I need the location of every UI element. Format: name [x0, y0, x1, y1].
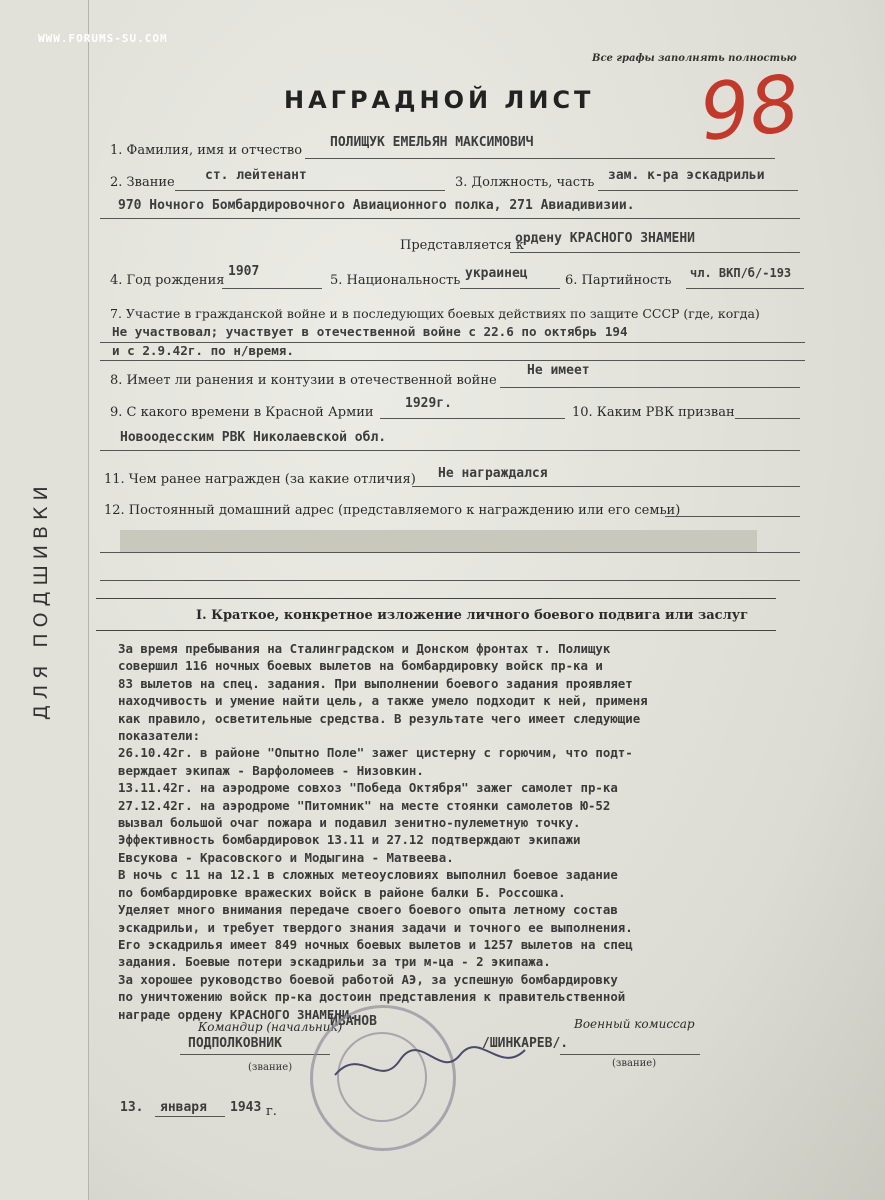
narrative-line: задания. Боевые потери эскадрильи за три м-ца - 2 экипажа. — [118, 954, 551, 970]
field-8-value: Не имеет — [527, 363, 590, 378]
commander-rank: ПОДПОЛКОВНИК — [188, 1036, 282, 1051]
date-month-line — [155, 1116, 225, 1117]
field-3-line-2 — [100, 218, 800, 219]
field-3-value-2: 970 Ночного Бомбардировочного Авиационного полка, 271 Авиадивизии. — [118, 198, 635, 213]
field-12-line-3 — [100, 580, 800, 581]
field-12-line-2 — [100, 552, 800, 553]
page-title: НАГРАДНОЙ ЛИСТ — [284, 86, 595, 114]
field-1-value: ПОЛИЩУК ЕМЕЛЬЯН МАКСИМОВИЧ — [330, 135, 534, 150]
date-year: 1943 — [230, 1100, 262, 1115]
narrative-line: Его эскадрилья имеет 849 ночных боевых вылетов и 1257 вылетов на спец — [118, 936, 633, 952]
redacted-address — [120, 530, 757, 552]
field-9-value: 1929г. — [405, 396, 452, 411]
narrative-line: За хорошее руководство боевой работой АЭ, за успешную бомбардировку — [118, 971, 618, 987]
present-line — [510, 252, 800, 253]
field-8-line — [500, 387, 800, 388]
present-label: Представляется к — [400, 238, 524, 253]
field-7-label: 7. Участие в гражданской войне и в последующих боевых действиях по защите СССР (где, когда) — [110, 306, 760, 321]
field-1-label: 1. Фамилия, имя и отчество — [110, 143, 303, 158]
field-4-label: 4. Год рождения — [110, 273, 225, 288]
rank-line-right — [560, 1054, 700, 1055]
field-3-label: 3. Должность, часть — [455, 175, 595, 190]
field-11-line — [412, 486, 800, 487]
binding-label: ДЛЯ ПОДШИВКИ — [30, 480, 52, 720]
field-3-line — [598, 190, 798, 191]
narrative-line: как правило, осветительные средства. В результате чего имеет следующие — [118, 710, 641, 726]
narrative-line: по бомбардировке вражеских войск в районе балки Б. Россошка. — [118, 884, 566, 900]
section-rule-bottom — [96, 630, 776, 631]
narrative-line: эскадрильи, и требует твердого знания задачи и точного ее выполнения. — [118, 919, 633, 935]
narrative-line: Евсукова - Красовского и Модыгина - Матвеева. — [118, 849, 454, 865]
narrative-line: 83 вылетов на спец. задания. При выполнении боевого задания проявляет — [118, 675, 633, 691]
rank-label-left: (звание) — [248, 1062, 293, 1073]
narrative-line: 26.10.42г. в районе "Опытно Поле" зажег цистерну с горючим, что подт- — [118, 745, 633, 761]
field-2-line — [175, 190, 445, 191]
field-7-value: Не участвовал; участвует в отечественной войне с 22.6 по октябрь 194 — [112, 324, 628, 339]
narrative-line: показатели: — [118, 728, 201, 744]
commissar-name: /ШИНКАРЕВ/. — [482, 1036, 569, 1051]
commander-label: Командир (начальник) — [198, 1020, 343, 1034]
field-2-value: ст. лейтенант — [205, 168, 307, 183]
field-5-value: украинец — [465, 266, 528, 281]
field-10-line-2 — [100, 450, 800, 451]
field-11-value: Не награждался — [438, 466, 548, 481]
field-7-value-2: и с 2.9.42г. по н/время. — [112, 343, 294, 358]
date-month: января — [160, 1100, 207, 1115]
field-6-value: чл. ВКП/б/-193 — [690, 266, 792, 280]
narrative-line: награде ордену КРАСНОГО ЗНАМЕНИ. — [118, 1006, 357, 1022]
watermark: WWW.FORUMS-SU.COM — [38, 32, 168, 45]
narrative — [118, 640, 838, 1023]
narrative-line: Уделяет много внимания передаче своего боевого опыта летному состав — [118, 902, 618, 918]
field-12-line — [665, 516, 800, 517]
field-8-label: 8. Имеет ли ранения и контузии в отечественной войне — [110, 373, 497, 388]
narrative-line: верждает экипаж - Варфоломеев - Низовкин. — [118, 762, 424, 778]
field-10-label: 10. Каким РВК призван — [572, 405, 735, 420]
narrative-line: вызвал большой очаг пожара и подавил зенитно-пулеметную точку. — [118, 815, 581, 831]
field-4-value: 1907 — [228, 264, 260, 279]
field-6-line — [686, 288, 804, 289]
section-rule-top — [96, 598, 776, 599]
narrative-line: находчивость и умение найти цель, а также умело подходит к ней, применя — [118, 693, 648, 709]
field-9-label: 9. С какого времени в Красной Армии — [110, 405, 374, 420]
commander-name: ИВАНОВ — [330, 1014, 377, 1029]
field-4-line — [222, 288, 322, 289]
field-2-label: 2. Звание — [110, 175, 175, 190]
rank-label-right: (звание) — [612, 1058, 657, 1069]
field-1-line — [305, 158, 775, 159]
field-12-label: 12. Постоянный домашний адрес (представляемого к награждению или его семьи) — [104, 503, 681, 518]
narrative-line: 13.11.42г. на аэродроме совхоз "Победа Октября" зажег самолет пр-ка — [118, 780, 618, 796]
field-6-label: 6. Партийность — [565, 273, 672, 288]
narrative-line: 27.12.42г. на аэродроме "Питомник" на месте стоянки самолетов Ю-52 — [118, 797, 611, 813]
commissar-label: Военный комиссар — [574, 1017, 695, 1031]
date-suffix: г. — [266, 1104, 277, 1119]
field-11-label: 11. Чем ранее награжден (за какие отличия) — [104, 472, 416, 487]
narrative-line: по уничтожению войск пр-ка достоин представления к правительственной — [118, 989, 626, 1005]
narrative-line: Эффективность бомбардировок 13.11 и 27.12 подтверждают экипажи — [118, 832, 581, 848]
narrative-line: совершил 116 ночных боевых вылетов на бомбардировку войск пр-ка и — [118, 658, 603, 674]
field-9-line — [380, 418, 565, 419]
signature-scribble — [330, 1035, 530, 1095]
section-title: I. Краткое, конкретное изложение личного боевого подвига или заслуг — [196, 608, 749, 623]
handwritten-number: 98 — [695, 59, 804, 159]
field-5-line — [460, 288, 560, 289]
rank-line-left — [180, 1054, 330, 1055]
top-note: Все графы заполнять полностью — [592, 53, 797, 64]
date-day: 13. — [120, 1100, 144, 1115]
present-value: ордену КРАСНОГО ЗНАМЕНИ — [515, 231, 696, 246]
narrative-line: За время пребывания на Сталинградском и Донском фронтах т. Полищук — [118, 641, 611, 656]
field-10-value: Новоодесским РВК Николаевской обл. — [120, 430, 387, 445]
field-10-line — [735, 418, 800, 419]
binding-strip — [0, 0, 89, 1200]
field-7-line-2 — [100, 360, 805, 361]
field-5-label: 5. Национальность — [330, 273, 461, 288]
field-3-value: зам. к-ра эскадрильи — [608, 168, 765, 183]
narrative-line: В ночь с 11 на 12.1 в сложных метеоусловиях выполнил боевое задание — [118, 867, 618, 883]
